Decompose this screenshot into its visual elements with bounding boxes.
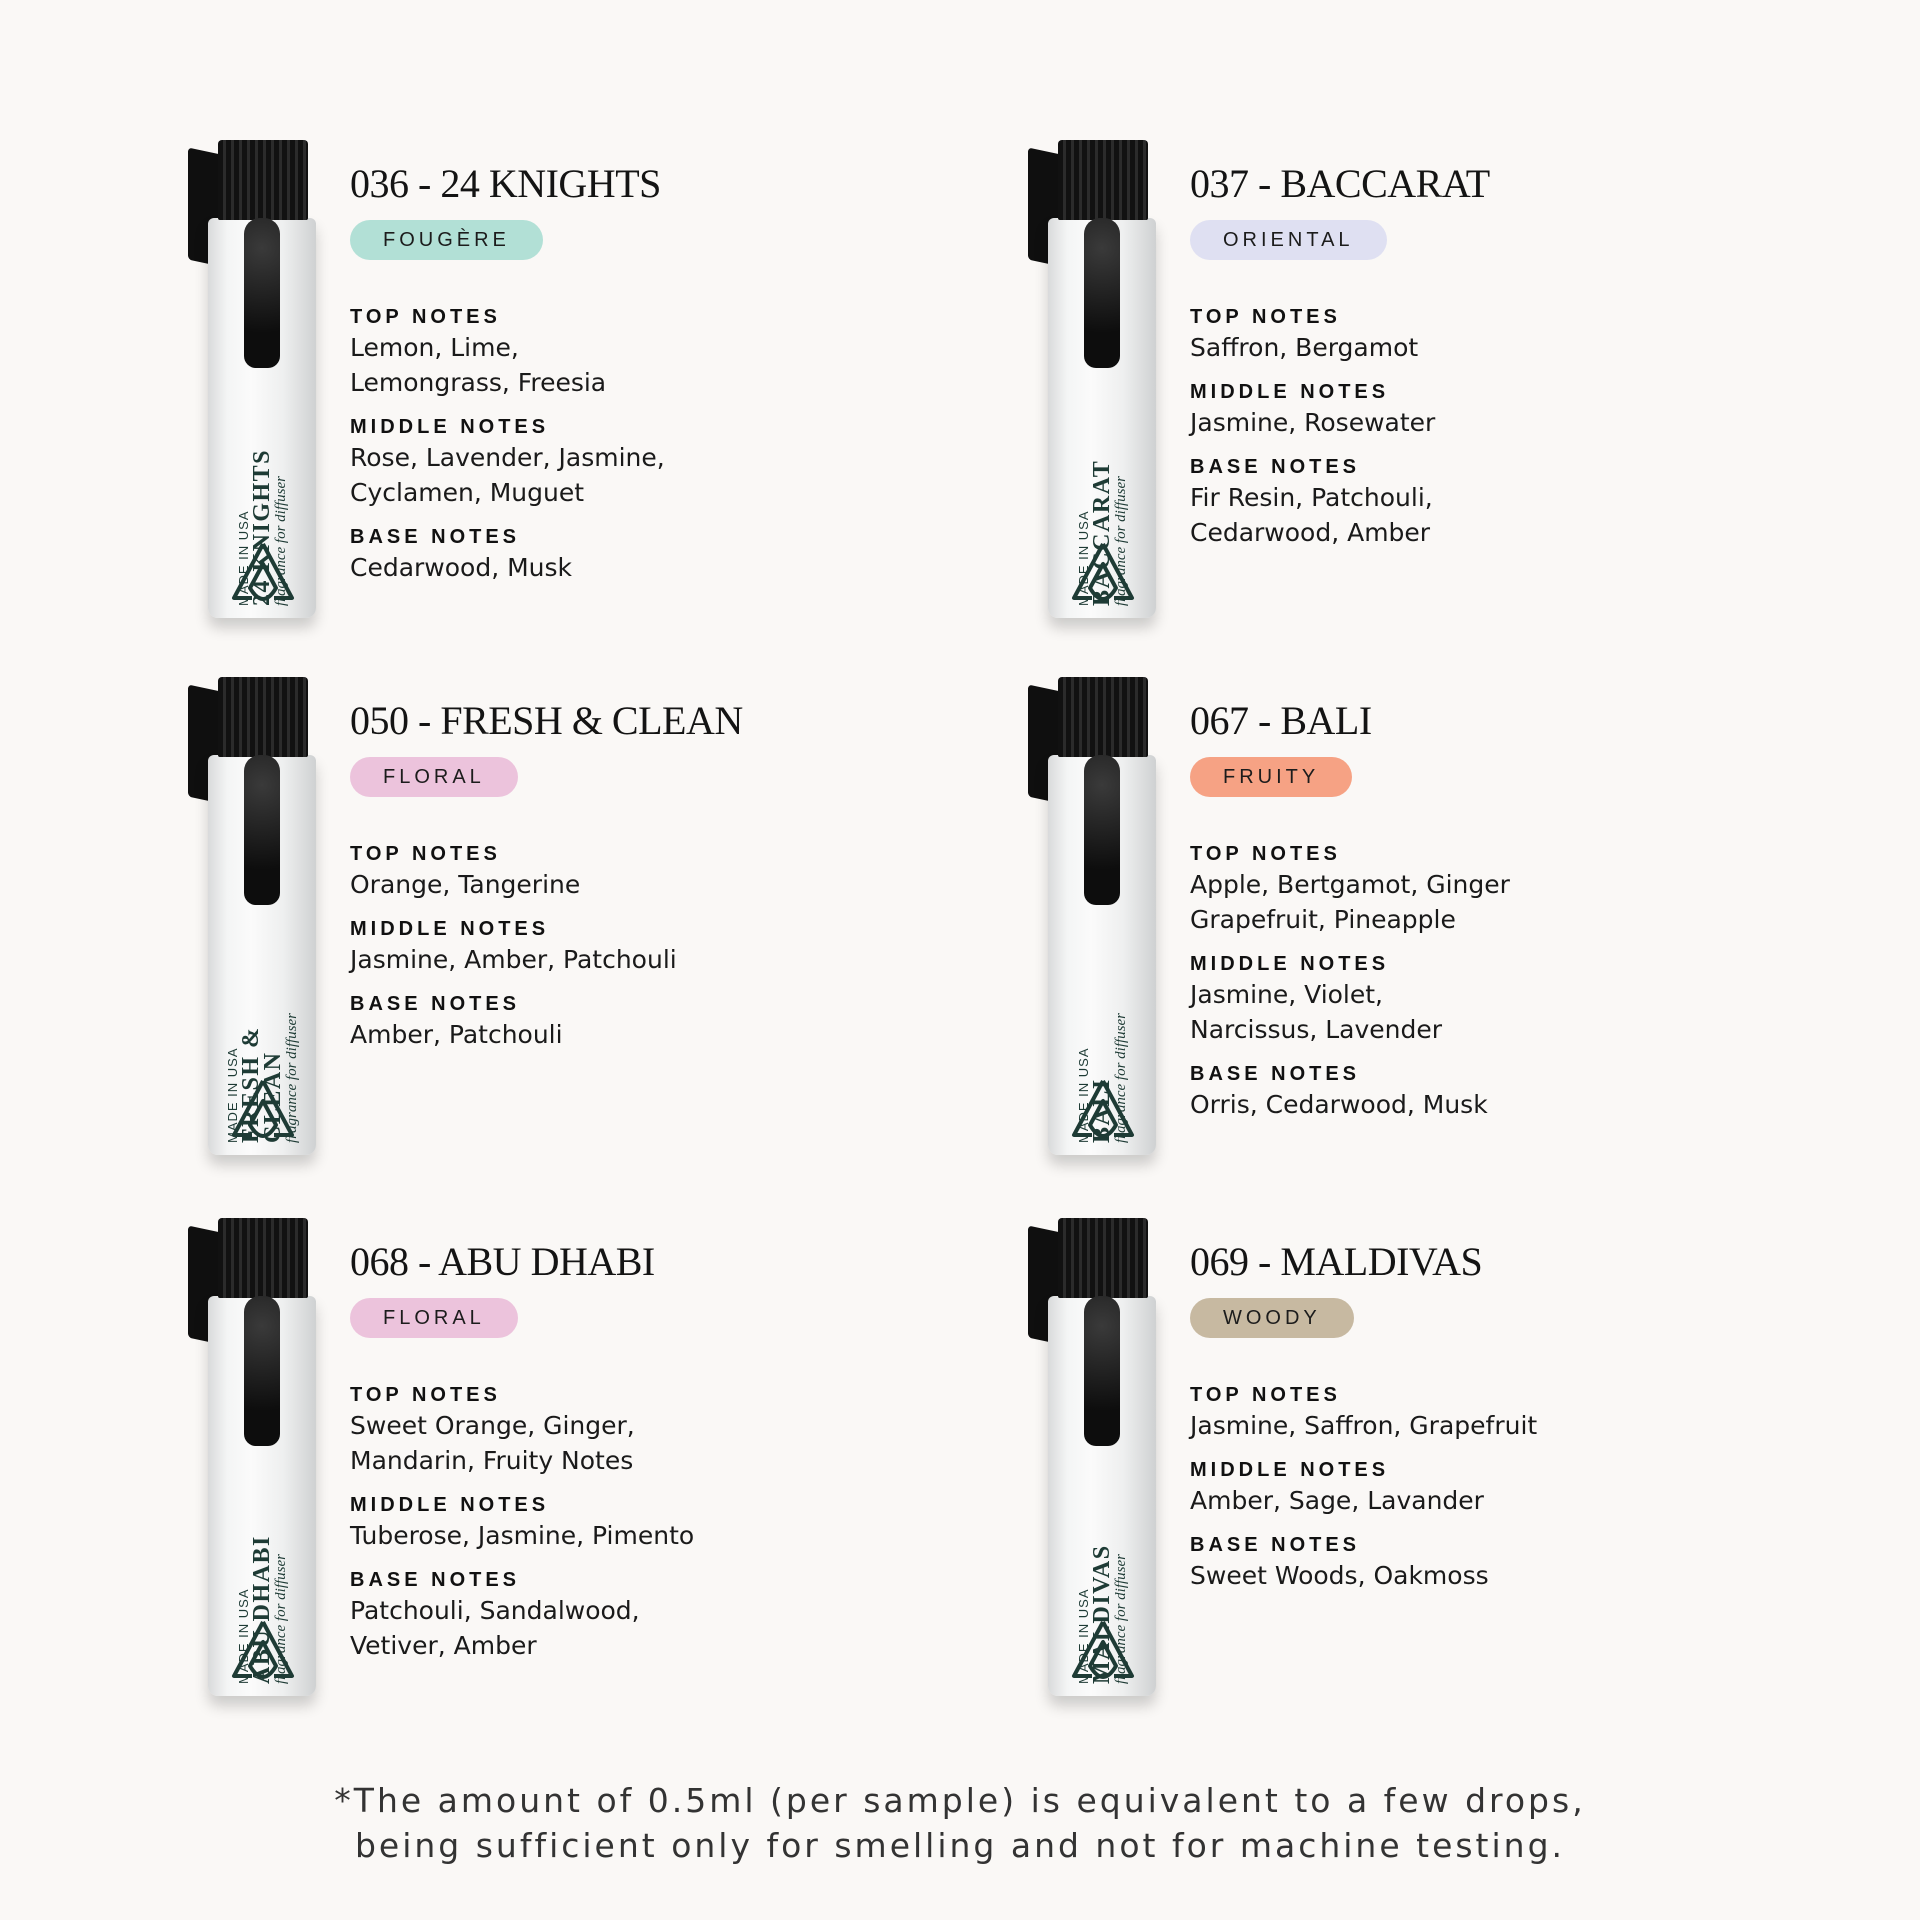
product-info [1190, 697, 1790, 1136]
vial-subtitle: fragrance for diffuser [1113, 1013, 1129, 1143]
note-heading: TOP NOTES [350, 1384, 501, 1406]
note-list: Patchouli, Sandalwood, Vetiver, Amber [350, 1596, 640, 1660]
brand-logo-icon [228, 540, 298, 610]
vial-cap [1058, 140, 1148, 220]
vial-product-name: BACCARAT [1089, 459, 1115, 606]
vial-made-in: MADE IN USA [225, 1047, 240, 1143]
vial-product-name: BALI [1089, 1078, 1115, 1143]
product-title: 037 - BACCARAT [1190, 161, 1490, 206]
product-card [180, 1218, 960, 1738]
product-title: 050 - FRESH & CLEAN [350, 698, 743, 743]
brand-logo-icon [228, 1077, 298, 1147]
note-list: Tuberose, Jasmine, Pimento [350, 1521, 695, 1550]
note-list: Jasmine, Amber, Patchouli [350, 945, 677, 974]
fragrance-notes [1190, 841, 1790, 1122]
note-heading: TOP NOTES [1190, 1384, 1341, 1406]
product-info [1190, 160, 1790, 564]
fragrance-notes [1190, 304, 1790, 550]
product-title: 067 - BALI [1190, 698, 1372, 743]
note-list: Saffron, Bergamot [1190, 333, 1419, 362]
vial-wick [244, 218, 280, 368]
product-info [1190, 1238, 1790, 1607]
fragrance-notes [350, 304, 950, 585]
note-list: Jasmine, Violet, Narcissus, Lavender [1190, 980, 1443, 1044]
note-heading: TOP NOTES [350, 843, 501, 865]
note-list: Orris, Cedarwood, Musk [1190, 1090, 1488, 1119]
note-list: Orange, Tangerine [350, 870, 581, 899]
fragrance-family-badge: FRUITY [1190, 757, 1352, 797]
note-list: Amber, Sage, Lavander [1190, 1486, 1484, 1515]
vial-made-in: MADE IN USA [236, 1588, 251, 1684]
vial-made-in: MADE IN USA [1076, 1588, 1091, 1684]
vial-made-in: MADE IN USA [236, 510, 251, 606]
note-heading: BASE NOTES [350, 1569, 521, 1591]
note-heading: BASE NOTES [350, 993, 521, 1015]
product-info [350, 160, 950, 599]
product-card [1020, 1218, 1800, 1738]
vial-wick [1084, 218, 1120, 368]
note-heading: BASE NOTES [1190, 456, 1361, 478]
note-heading: MIDDLE NOTES [350, 1494, 550, 1516]
sample-vial-image [180, 140, 320, 640]
vial-made-in: MADE IN USA [1076, 510, 1091, 606]
sample-vial-image [1020, 677, 1160, 1177]
note-list: Sweet Orange, Ginger, Mandarin, Fruity Notes [350, 1411, 635, 1475]
note-list: Apple, Bertgamot, Ginger Grapefruit, Pineapple [1190, 870, 1510, 934]
product-title: 068 - ABU DHABI [350, 1239, 655, 1284]
sample-vial-image [1020, 140, 1160, 640]
note-list: Jasmine, Saffron, Grapefruit [1190, 1411, 1538, 1440]
disclaimer-line-1: *The amount of 0.5ml (per sample) is equivalent to a few drops, [334, 1781, 1586, 1820]
fragrance-family-badge: ORIENTAL [1190, 220, 1387, 260]
vial-cap [218, 677, 308, 757]
note-heading: MIDDLE NOTES [1190, 953, 1390, 975]
note-heading: TOP NOTES [1190, 306, 1341, 328]
disclaimer-line-2: being sufficient only for smelling and not for machine testing. [354, 1826, 1566, 1865]
vial-made-in: MADE IN USA [1076, 1047, 1091, 1143]
brand-logo-icon [1068, 540, 1138, 610]
product-info [350, 697, 950, 1066]
vial-subtitle: fragrance for diffuser [273, 476, 289, 606]
vial-cap [218, 1218, 308, 1298]
sample-disclaimer [0, 1778, 1920, 1868]
product-card [180, 140, 960, 660]
sample-vial-image [1020, 1218, 1160, 1718]
vial-subtitle: fragrance for diffuser [1113, 476, 1129, 606]
vial-subtitle: fragrance for diffuser [273, 1554, 289, 1684]
vial-wick [1084, 755, 1120, 905]
vial-wick [244, 1296, 280, 1446]
note-list: Jasmine, Rosewater [1190, 408, 1436, 437]
note-heading: MIDDLE NOTES [350, 918, 550, 940]
vial-product-name: 24 KNIGHTS [249, 448, 275, 606]
note-heading: BASE NOTES [1190, 1534, 1361, 1556]
vial-product-name: MALDIVAS [1089, 1544, 1115, 1684]
vial-cap [1058, 1218, 1148, 1298]
note-list: Rose, Lavender, Jasmine, Cyclamen, Muguet [350, 443, 665, 507]
product-card [180, 677, 960, 1197]
vial-subtitle: fragrance for diffuser [284, 1013, 300, 1143]
vial-product-name: FRESH & CLEAN [238, 1026, 286, 1143]
fragrance-family-badge: FLORAL [350, 757, 518, 797]
note-heading: MIDDLE NOTES [1190, 381, 1390, 403]
note-heading: TOP NOTES [350, 306, 501, 328]
fragrance-family-badge: WOODY [1190, 1298, 1354, 1338]
sample-vial-image [180, 677, 320, 1177]
vial-wick [244, 755, 280, 905]
product-title: 069 - MALDIVAS [1190, 1239, 1483, 1284]
brand-logo-icon [1068, 1077, 1138, 1147]
product-info [350, 1238, 950, 1677]
note-heading: MIDDLE NOTES [350, 416, 550, 438]
note-heading: TOP NOTES [1190, 843, 1341, 865]
vial-product-name: ABU DHABI [249, 1535, 275, 1684]
fragrance-notes [350, 841, 950, 1052]
product-card [1020, 140, 1800, 660]
note-heading: MIDDLE NOTES [1190, 1459, 1390, 1481]
vial-wick [1084, 1296, 1120, 1446]
note-list: Amber, Patchouli [350, 1020, 563, 1049]
fragrance-notes [350, 1382, 950, 1663]
note-heading: BASE NOTES [350, 526, 521, 548]
product-title: 036 - 24 KNIGHTS [350, 161, 661, 206]
note-list: Fir Resin, Patchouli, Cedarwood, Amber [1190, 483, 1433, 547]
note-list: Sweet Woods, Oakmoss [1190, 1561, 1489, 1590]
brand-logo-icon [1068, 1618, 1138, 1688]
vial-cap [1058, 677, 1148, 757]
product-card [1020, 677, 1800, 1197]
note-list: Cedarwood, Musk [350, 553, 573, 582]
sample-vial-image [180, 1218, 320, 1718]
vial-subtitle: fragrance for diffuser [1113, 1554, 1129, 1684]
vial-cap [218, 140, 308, 220]
note-list: Lemon, Lime, Lemongrass, Freesia [350, 333, 607, 397]
brand-logo-icon [228, 1618, 298, 1688]
fragrance-notes [1190, 1382, 1790, 1593]
fragrance-family-badge: FLORAL [350, 1298, 518, 1338]
fragrance-family-badge: FOUGÈRE [350, 220, 543, 260]
note-heading: BASE NOTES [1190, 1063, 1361, 1085]
